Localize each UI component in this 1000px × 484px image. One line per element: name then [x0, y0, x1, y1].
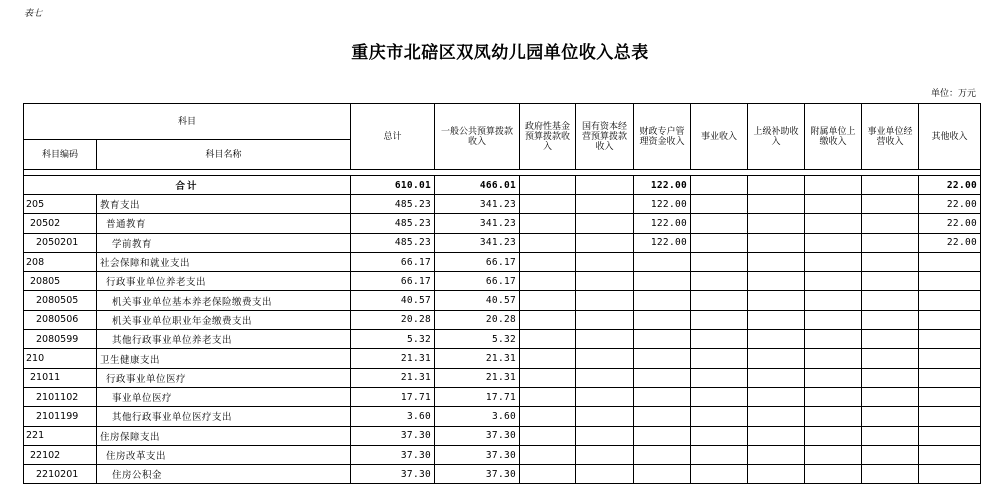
row-state-capital: [576, 465, 634, 484]
row-general-budget: 21.31: [435, 349, 520, 368]
row-superior-subsidy: [748, 310, 805, 329]
row-state-capital: [576, 349, 634, 368]
row-name: 住房保障支出: [97, 426, 351, 445]
row-other: [919, 272, 981, 291]
row-superior-subsidy: [748, 349, 805, 368]
row-total: 17.71: [351, 387, 435, 406]
table-row: [24, 349, 981, 368]
row-fiscal-special: [634, 426, 691, 445]
row-subordinate: [805, 233, 862, 252]
row-other: [919, 310, 981, 329]
row-operating: [862, 233, 919, 252]
row-other: [919, 387, 981, 406]
row-general-budget: 37.30: [435, 465, 520, 484]
row-total: 20.28: [351, 310, 435, 329]
table-row: [24, 233, 981, 252]
row-fiscal-special: [634, 465, 691, 484]
row-code: 210: [24, 349, 97, 368]
row-total: 5.32: [351, 330, 435, 349]
row-subordinate: [805, 426, 862, 445]
row-superior-subsidy: [748, 233, 805, 252]
row-business: [691, 387, 748, 406]
row-subordinate: [805, 330, 862, 349]
page-title: 重庆市北碚区双凤幼儿园单位收入总表: [351, 43, 649, 63]
total-gov-fund: [520, 176, 576, 195]
header-operating: 事业单位经营收入: [862, 104, 919, 170]
row-gov-fund: [520, 272, 576, 291]
table-row: [24, 291, 981, 310]
row-state-capital: [576, 233, 634, 252]
row-total: 485.23: [351, 214, 435, 233]
row-superior-subsidy: [748, 445, 805, 464]
row-fiscal-special: [634, 349, 691, 368]
row-operating: [862, 426, 919, 445]
row-state-capital: [576, 291, 634, 310]
row-general-budget: 37.30: [435, 445, 520, 464]
row-superior-subsidy: [748, 387, 805, 406]
row-general-budget: 40.57: [435, 291, 520, 310]
row-code: 221: [24, 426, 97, 445]
row-other: [919, 252, 981, 271]
row-name: 住房公积金: [97, 465, 351, 484]
row-superior-subsidy: [748, 426, 805, 445]
total-other: 22.00: [919, 176, 981, 195]
total-business: [691, 176, 748, 195]
row-superior-subsidy: [748, 195, 805, 214]
unit-label: 单位：万元: [930, 89, 976, 99]
table-row: [24, 310, 981, 329]
row-state-capital: [576, 195, 634, 214]
row-subordinate: [805, 368, 862, 387]
row-subordinate: [805, 252, 862, 271]
row-total: 40.57: [351, 291, 435, 310]
row-superior-subsidy: [748, 252, 805, 271]
row-state-capital: [576, 310, 634, 329]
row-fiscal-special: [634, 407, 691, 426]
row-code: 2080505: [24, 291, 97, 310]
row-other: [919, 445, 981, 464]
row-other: [919, 426, 981, 445]
row-other: [919, 349, 981, 368]
header-state-capital: 国有资本经营预算拨款收入: [576, 104, 634, 170]
total-operating: [862, 176, 919, 195]
table-row: [24, 426, 981, 445]
row-code: 21011: [24, 368, 97, 387]
row-superior-subsidy: [748, 272, 805, 291]
header-superior-subsidy: 上级补助收入: [748, 104, 805, 170]
total-fiscal-special: 122.00: [634, 176, 691, 195]
row-gov-fund: [520, 407, 576, 426]
row-other: [919, 465, 981, 484]
row-total: 66.17: [351, 252, 435, 271]
row-operating: [862, 465, 919, 484]
row-code: 208: [24, 252, 97, 271]
table-row: [24, 465, 981, 484]
row-superior-subsidy: [748, 214, 805, 233]
row-fiscal-special: [634, 368, 691, 387]
row-code: 2101102: [24, 387, 97, 406]
row-operating: [862, 330, 919, 349]
row-gov-fund: [520, 214, 576, 233]
header-name: 科目名称: [97, 140, 351, 170]
total-row: [24, 176, 981, 195]
table-row: [24, 330, 981, 349]
header-fiscal-special: 财政专户管理资金收入: [634, 104, 691, 170]
row-business: [691, 407, 748, 426]
header-subject: 科目: [24, 104, 351, 140]
row-gov-fund: [520, 330, 576, 349]
total-superior-subsidy: [748, 176, 805, 195]
row-state-capital: [576, 252, 634, 271]
row-total: 21.31: [351, 349, 435, 368]
row-general-budget: 341.23: [435, 195, 520, 214]
row-code: 205: [24, 195, 97, 214]
row-code: 20502: [24, 214, 97, 233]
row-business: [691, 272, 748, 291]
row-code: 2210201: [24, 465, 97, 484]
row-state-capital: [576, 368, 634, 387]
row-total: 37.30: [351, 426, 435, 445]
row-total: 37.30: [351, 445, 435, 464]
row-business: [691, 310, 748, 329]
row-general-budget: 17.71: [435, 387, 520, 406]
row-total: 3.60: [351, 407, 435, 426]
row-fiscal-special: [634, 445, 691, 464]
row-general-budget: 66.17: [435, 252, 520, 271]
row-business: [691, 233, 748, 252]
row-fiscal-special: [634, 272, 691, 291]
total-general-budget: 466.01: [435, 176, 520, 195]
table-row: [24, 214, 981, 233]
row-fiscal-special: 122.00: [634, 233, 691, 252]
row-state-capital: [576, 426, 634, 445]
row-business: [691, 426, 748, 445]
row-other: [919, 330, 981, 349]
row-fiscal-special: [634, 310, 691, 329]
row-subordinate: [805, 445, 862, 464]
row-business: [691, 291, 748, 310]
table-number-label: 表七: [24, 9, 43, 19]
row-state-capital: [576, 214, 634, 233]
row-subordinate: [805, 291, 862, 310]
row-business: [691, 349, 748, 368]
row-code: 22102: [24, 445, 97, 464]
row-name: 事业单位医疗: [97, 387, 351, 406]
table-row: [24, 445, 981, 464]
row-code: 2080506: [24, 310, 97, 329]
row-operating: [862, 349, 919, 368]
row-other: 22.00: [919, 195, 981, 214]
header-code: 科目编码: [24, 140, 97, 170]
row-state-capital: [576, 330, 634, 349]
table-row: [24, 387, 981, 406]
row-operating: [862, 195, 919, 214]
row-fiscal-special: 122.00: [634, 195, 691, 214]
row-general-budget: 3.60: [435, 407, 520, 426]
row-code: 20805: [24, 272, 97, 291]
row-name: 普通教育: [97, 214, 351, 233]
row-name: 其他行政事业单位医疗支出: [97, 407, 351, 426]
row-operating: [862, 368, 919, 387]
row-name: 学前教育: [97, 233, 351, 252]
row-gov-fund: [520, 426, 576, 445]
table-row: [24, 272, 981, 291]
row-subordinate: [805, 407, 862, 426]
row-other: 22.00: [919, 214, 981, 233]
row-fiscal-special: [634, 291, 691, 310]
row-operating: [862, 214, 919, 233]
row-other: 22.00: [919, 233, 981, 252]
row-total: 66.17: [351, 272, 435, 291]
row-general-budget: 5.32: [435, 330, 520, 349]
row-state-capital: [576, 407, 634, 426]
row-gov-fund: [520, 445, 576, 464]
row-name: 教育支出: [97, 195, 351, 214]
row-gov-fund: [520, 387, 576, 406]
row-name: 机关事业单位基本养老保险缴费支出: [97, 291, 351, 310]
row-subordinate: [805, 214, 862, 233]
row-operating: [862, 272, 919, 291]
row-total: 485.23: [351, 195, 435, 214]
row-name: 住房改革支出: [97, 445, 351, 464]
row-general-budget: 37.30: [435, 426, 520, 445]
row-operating: [862, 387, 919, 406]
row-gov-fund: [520, 291, 576, 310]
table-row: [24, 252, 981, 271]
row-subordinate: [805, 387, 862, 406]
row-gov-fund: [520, 368, 576, 387]
row-operating: [862, 291, 919, 310]
row-business: [691, 368, 748, 387]
header-business: 事业收入: [691, 104, 748, 170]
row-general-budget: 341.23: [435, 233, 520, 252]
row-code: 2080599: [24, 330, 97, 349]
row-gov-fund: [520, 252, 576, 271]
row-superior-subsidy: [748, 291, 805, 310]
row-operating: [862, 407, 919, 426]
row-fiscal-special: [634, 387, 691, 406]
row-business: [691, 195, 748, 214]
income-summary-table: [23, 103, 981, 484]
row-name: 行政事业单位医疗: [97, 368, 351, 387]
row-business: [691, 252, 748, 271]
row-general-budget: 20.28: [435, 310, 520, 329]
row-gov-fund: [520, 349, 576, 368]
row-gov-fund: [520, 233, 576, 252]
row-state-capital: [576, 445, 634, 464]
row-other: [919, 407, 981, 426]
row-business: [691, 330, 748, 349]
row-business: [691, 214, 748, 233]
row-fiscal-special: 122.00: [634, 214, 691, 233]
row-total: 21.31: [351, 368, 435, 387]
header-gov-fund: 政府性基金预算拨款收入: [520, 104, 576, 170]
header-subordinate: 附属单位上缴收入: [805, 104, 862, 170]
row-name: 卫生健康支出: [97, 349, 351, 368]
row-gov-fund: [520, 310, 576, 329]
row-state-capital: [576, 272, 634, 291]
row-name: 其他行政事业单位养老支出: [97, 330, 351, 349]
row-name: 社会保障和就业支出: [97, 252, 351, 271]
row-subordinate: [805, 195, 862, 214]
row-operating: [862, 252, 919, 271]
row-superior-subsidy: [748, 368, 805, 387]
row-gov-fund: [520, 195, 576, 214]
row-superior-subsidy: [748, 407, 805, 426]
row-business: [691, 445, 748, 464]
row-name: 行政事业单位养老支出: [97, 272, 351, 291]
row-total: 485.23: [351, 233, 435, 252]
total-state-capital: [576, 176, 634, 195]
total-total: 610.01: [351, 176, 435, 195]
header-total: 总计: [351, 104, 435, 170]
row-subordinate: [805, 465, 862, 484]
row-state-capital: [576, 387, 634, 406]
row-subordinate: [805, 272, 862, 291]
row-code: 2101199: [24, 407, 97, 426]
row-operating: [862, 310, 919, 329]
header-other: 其他收入: [919, 104, 981, 170]
row-name: 机关事业单位职业年金缴费支出: [97, 310, 351, 329]
table-row: [24, 407, 981, 426]
total-label: 合计: [24, 176, 351, 195]
header-general-budget: 一般公共预算拨款收入: [435, 104, 520, 170]
row-fiscal-special: [634, 252, 691, 271]
row-gov-fund: [520, 465, 576, 484]
row-code: 2050201: [24, 233, 97, 252]
total-subordinate: [805, 176, 862, 195]
row-general-budget: 341.23: [435, 214, 520, 233]
row-subordinate: [805, 349, 862, 368]
row-other: [919, 291, 981, 310]
row-general-budget: 21.31: [435, 368, 520, 387]
row-subordinate: [805, 310, 862, 329]
row-operating: [862, 445, 919, 464]
row-superior-subsidy: [748, 465, 805, 484]
row-total: 37.30: [351, 465, 435, 484]
table-row: [24, 195, 981, 214]
row-general-budget: 66.17: [435, 272, 520, 291]
row-superior-subsidy: [748, 330, 805, 349]
row-other: [919, 368, 981, 387]
row-fiscal-special: [634, 330, 691, 349]
row-business: [691, 465, 748, 484]
table-row: [24, 368, 981, 387]
